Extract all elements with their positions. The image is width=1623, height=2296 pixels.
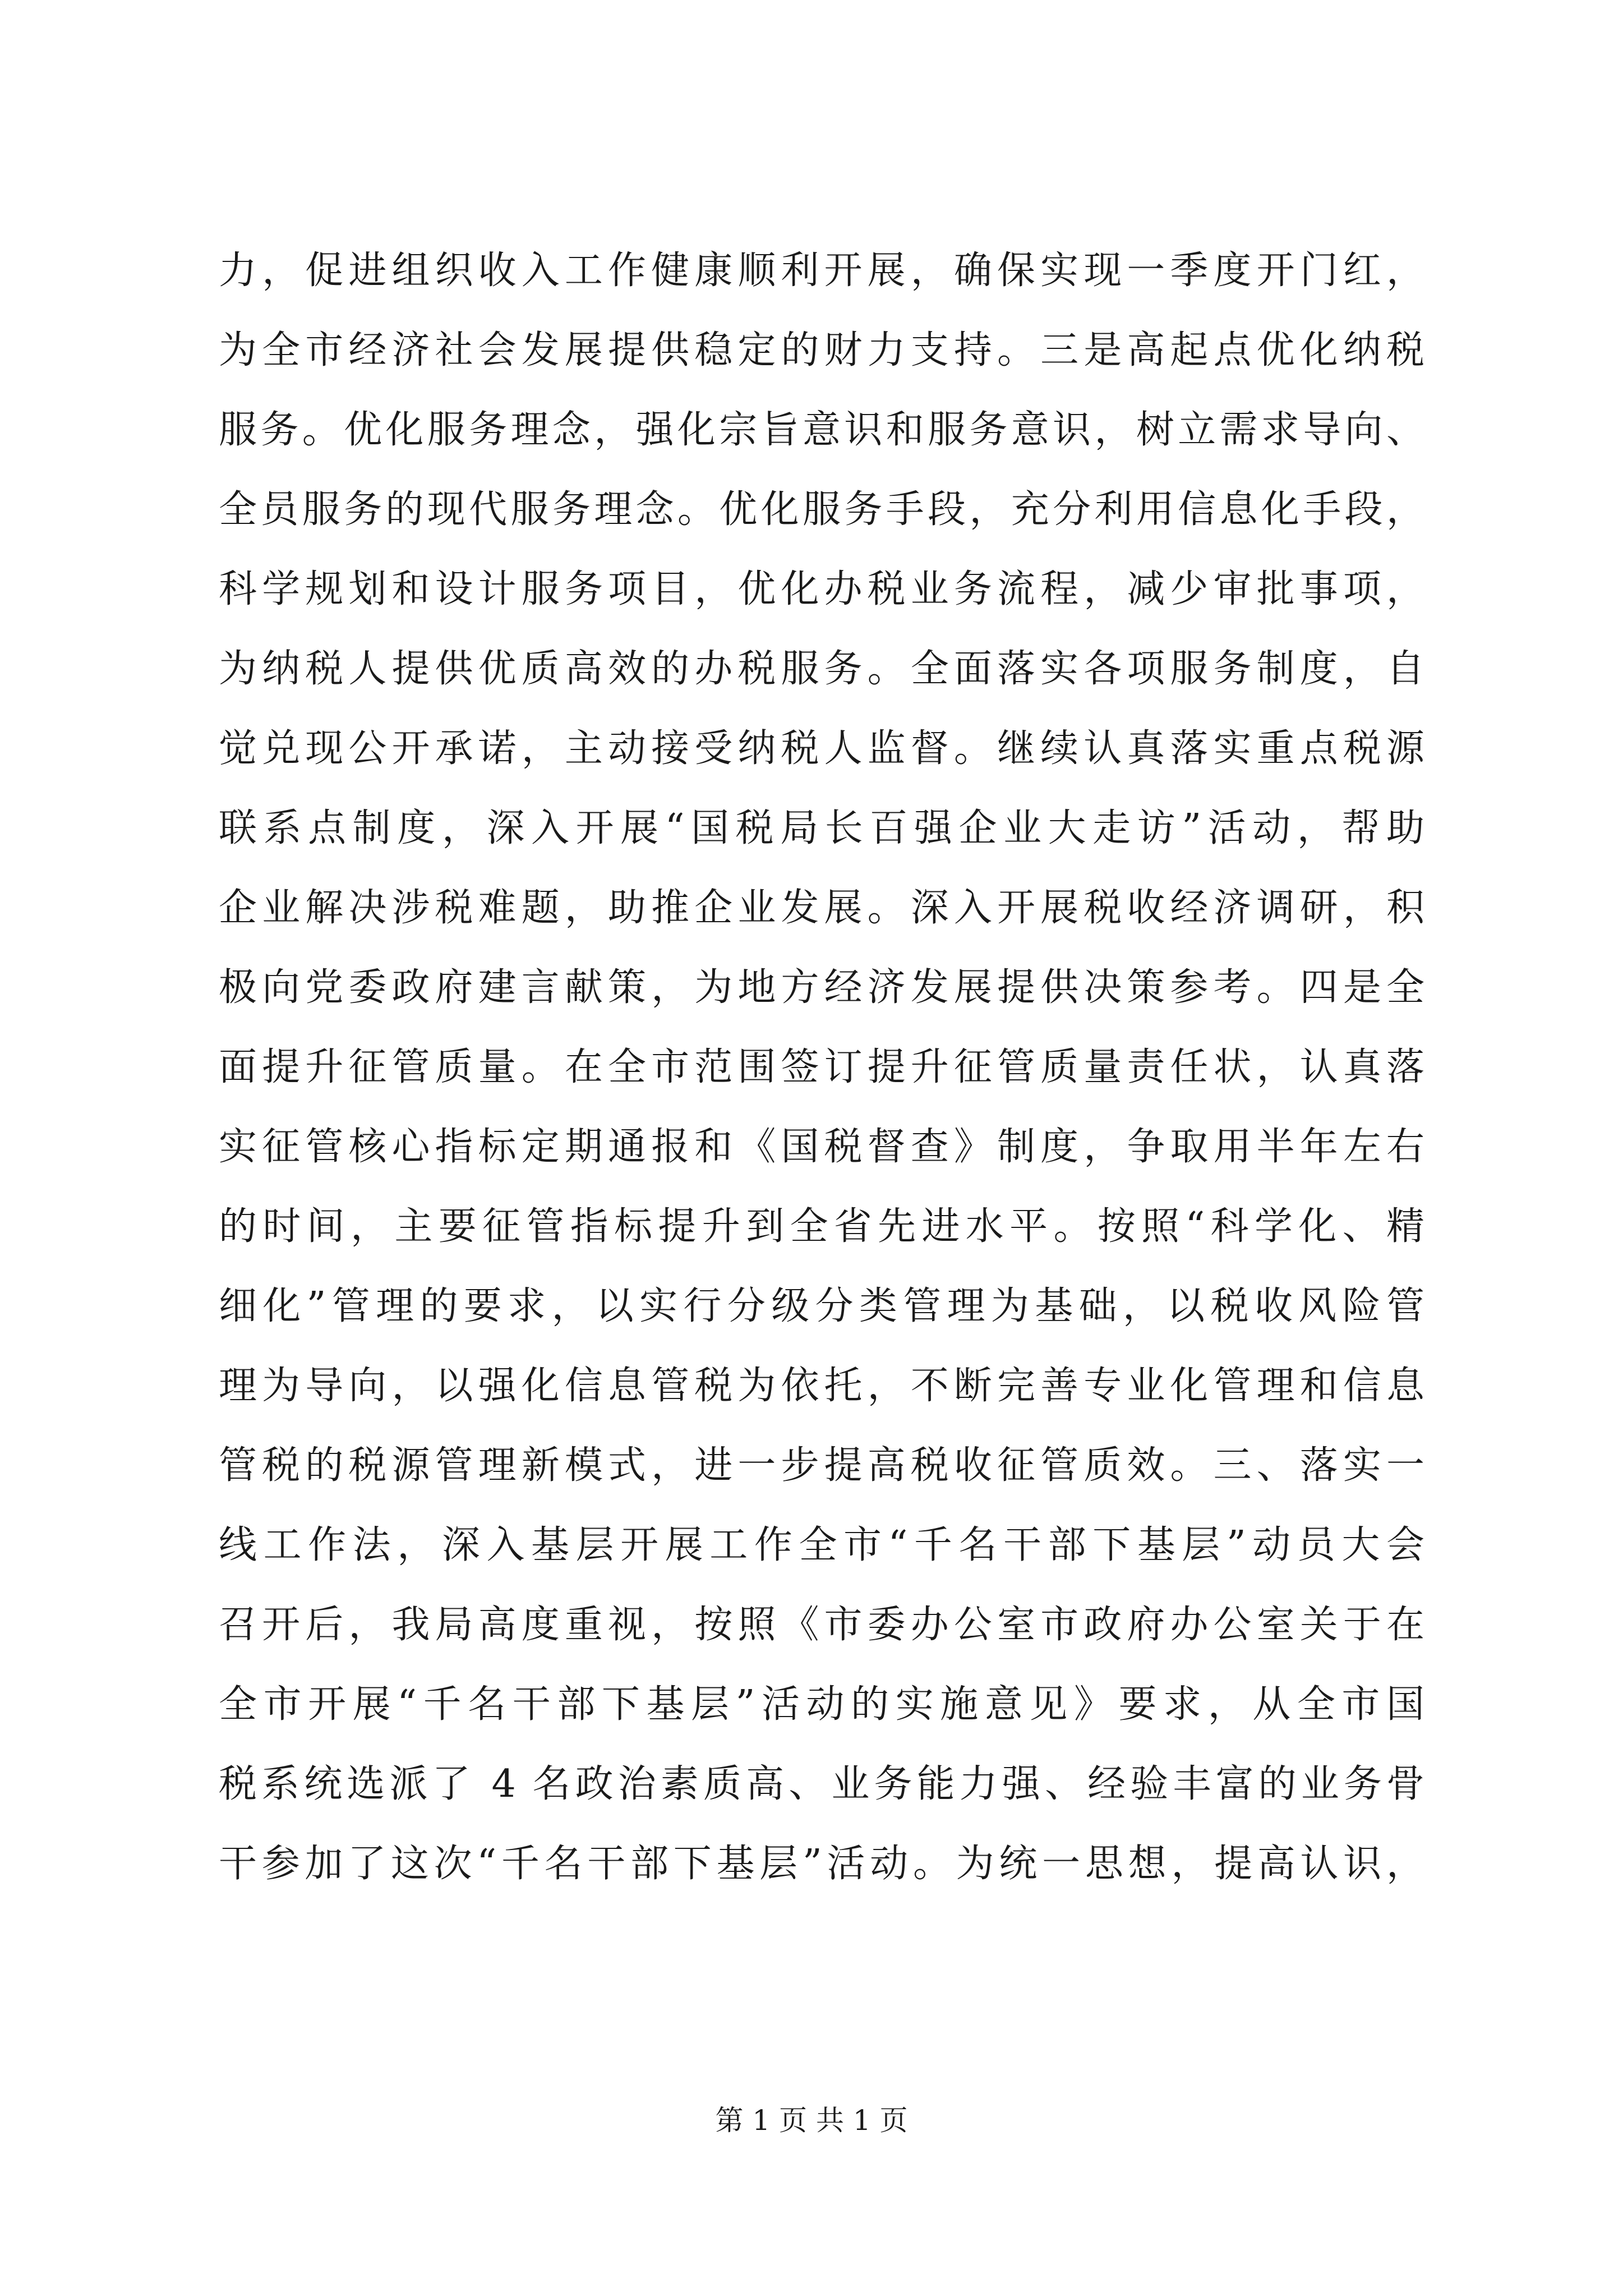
text-line-16: 管税的税源管理新模式，进一步提高税收征管质效。三、落实一 — [219, 1443, 1424, 1488]
text-line-14: 细化”管理的要求，以实行分级分类管理为基础，以税收风险管 — [219, 1284, 1424, 1328]
text-line-17: 线工作法，深入基层开展工作全市“千名干部下基层”动员大会 — [219, 1523, 1424, 1567]
text-line-18: 召开后，我局高度重视，按照《市委办公室市政府办公室关于在 — [219, 1603, 1424, 1647]
text-line-7: 觉兑现公开承诺，主动接受纳税人监督。继续认真落实重点税源 — [219, 726, 1424, 771]
text-line-13: 的时间，主要征管指标提升到全省先进水平。按照“科学化、精 — [219, 1204, 1424, 1249]
text-line-21: 干参加了这次“千名干部下基层”活动。为统一思想，提高认识， — [219, 1842, 1424, 1886]
text-line-5: 科学规划和设计服务项目，优化办税业务流程，减少审批事项， — [219, 567, 1424, 611]
text-line-20: 税系统选派了 4 名政治素质高、业务能力强、经验丰富的业务骨 — [219, 1762, 1424, 1806]
text-line-4: 全员服务的现代服务理念。优化服务手段，充分利用信息化手段， — [219, 487, 1424, 532]
body-text — [219, 231, 1424, 1904]
text-line-10: 极向党委政府建言献策，为地方经济发展提供决策参考。四是全 — [219, 965, 1424, 1010]
text-line-15: 理为导向，以强化信息管税为依托，不断完善专业化管理和信息 — [219, 1364, 1424, 1408]
text-line-8: 联系点制度，深入开展“国税局长百强企业大走访”活动，帮助 — [219, 806, 1424, 850]
text-line-9: 企业解决涉税难题，助推企业发展。深入开展税收经济调研，积 — [219, 886, 1424, 930]
text-line-6: 为纳税人提供优质高效的办税服务。全面落实各项服务制度，自 — [219, 647, 1424, 691]
text-line-19: 全市开展“千名干部下基层”活动的实施意见》要求，从全市国 — [219, 1682, 1424, 1727]
text-line-2: 为全市经济社会发展提供稳定的财力支持。三是高起点优化纳税 — [219, 328, 1424, 372]
page-number-footer: 第 1 页 共 1 页 — [715, 2104, 908, 2137]
text-line-11: 面提升征管质量。在全市范围签订提升征管质量责任状，认真落 — [219, 1045, 1424, 1089]
text-line-3: 服务。优化服务理念，强化宗旨意识和服务意识，树立需求导向、 — [219, 408, 1424, 452]
text-line-12: 实征管核心指标定期通报和《国税督查》制度，争取用半年左右 — [219, 1125, 1424, 1169]
text-line-1: 力，促进组织收入工作健康顺利开展，确保实现一季度开门红， — [219, 249, 1424, 293]
